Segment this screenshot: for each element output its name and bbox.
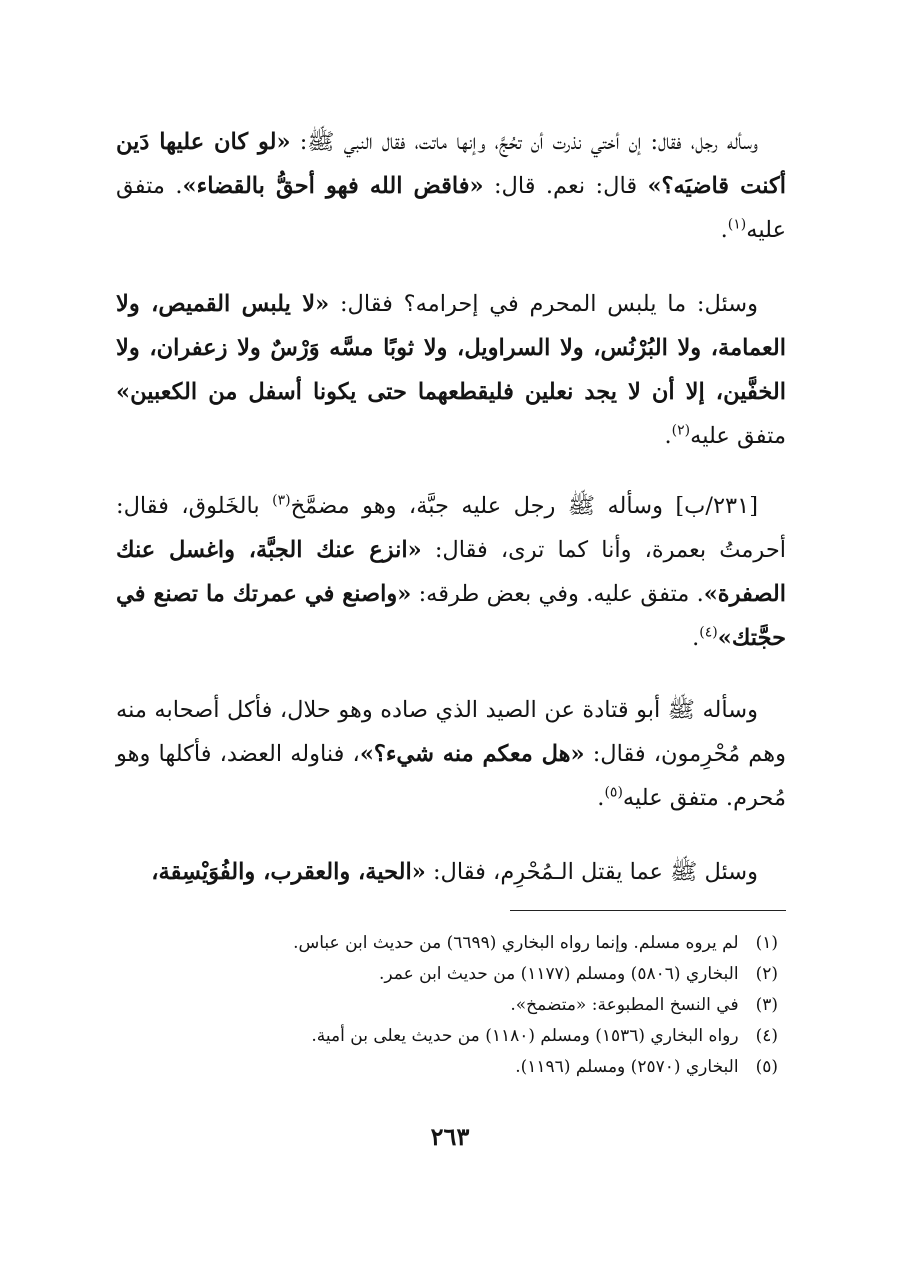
text-run: وسئل: ما يلبس المحرم في إحرامه؟ فقال: bbox=[329, 291, 758, 317]
footnote-ref: (٣) bbox=[272, 492, 291, 509]
text-run: قال: نعم. قال: bbox=[483, 173, 648, 199]
main-text bbox=[116, 120, 786, 926]
text-run: ، فناوله العضد، فأكلها وهو مُحرم. متفق عليه bbox=[116, 741, 786, 811]
text-run: . bbox=[692, 625, 700, 651]
hadith-quote: «انزع عنك الجبَّة، واغسل عنك الصفرة» bbox=[116, 537, 786, 607]
footnote-ref: (٥) bbox=[604, 784, 623, 801]
paragraph bbox=[116, 688, 786, 820]
text-run: وسأله رجل، فقال: إن أختي نذرت أن تحُجَّ، وإنها ماتت، فقال النبي ﷺ: bbox=[290, 129, 758, 155]
footnote-number: (٢) bbox=[755, 964, 778, 984]
text-run: متفق عليه bbox=[690, 423, 786, 449]
paragraph bbox=[116, 484, 786, 660]
paragraph bbox=[116, 282, 786, 458]
footnote-number: (٥) bbox=[755, 1057, 778, 1077]
text-run: . متفق عليه. وفي بعض طرقه: bbox=[411, 581, 704, 607]
footnote bbox=[118, 990, 778, 1021]
footnote-ref: (٢) bbox=[671, 422, 691, 439]
footnote-ref: (١) bbox=[727, 216, 747, 233]
footnote bbox=[118, 928, 778, 959]
text-run: وسأله ﷺ أبو قتادة عن الصيد الذي صاده وهو حلال، فأكل أصحابه منه وهم مُحْرِمون، فقال: bbox=[116, 697, 786, 767]
page-number: ٢٦٣ bbox=[430, 1122, 470, 1151]
footnote-text: رواه البخاري (١٥٣٦) ومسلم (١١٨٠) من حديث يعلى بن أمية. bbox=[311, 1026, 739, 1046]
footnote-ref: (٤) bbox=[699, 624, 718, 641]
footnote-text: البخاري (٢٥٧٠) ومسلم (١١٩٦). bbox=[515, 1057, 739, 1077]
footnote-divider bbox=[510, 910, 786, 911]
footnote-text: لم يروه مسلم. وإنما رواه البخاري (٦٦٩٩) من حديث ابن عباس. bbox=[293, 933, 739, 953]
hadith-quote: «لو كان عليها دَين أكنت قاضيَه؟» bbox=[116, 129, 786, 199]
text-run: . bbox=[720, 217, 728, 243]
footnote bbox=[118, 959, 778, 990]
hadith-quote: «الحية، والعقرب، والفُوَيْسِقة، bbox=[151, 859, 426, 885]
footnotes-list bbox=[118, 928, 778, 1083]
footnote-number: (٣) bbox=[755, 995, 778, 1015]
hadith-quote: «هل معكم منه شيء؟» bbox=[359, 741, 585, 767]
footnote-number: (١) bbox=[755, 933, 778, 953]
text-run: وسئل ﷺ عما يقتل الـمُحْرِم، فقال: bbox=[425, 859, 758, 885]
footnote-text: في النسخ المطبوعة: «متضمخ». bbox=[510, 995, 739, 1015]
hadith-quote: «لا يلبس القميص، ولا العمامة، ولا البُرْنُس، ولا السراويل، ولا ثوبًا مسَّه وَرْسٌ ولا زعفران، ولا الخفَّين، إلا أن لا يجد نعلين فليقطعهما حتى يكونا أسفل من الكعبين» bbox=[116, 291, 786, 405]
text-run: [٢٣١/ب] وسأله ﷺ رجل عليه جبَّة، وهو مضمَّخ bbox=[290, 493, 758, 519]
text-run: . bbox=[664, 423, 672, 449]
paragraph bbox=[116, 120, 786, 252]
footnote-text: البخاري (٥٨٠٦) ومسلم (١١٧٧) من حديث ابن عمر. bbox=[378, 964, 739, 984]
footnote-number: (٤) bbox=[755, 1026, 778, 1046]
text-run: . bbox=[597, 785, 605, 811]
hadith-quote: «فاقض الله فهو أحقُّ بالقضاء» bbox=[182, 173, 484, 199]
footnote bbox=[118, 1021, 778, 1052]
paragraph bbox=[116, 850, 786, 894]
text-run: . متفق عليه bbox=[116, 173, 786, 243]
hadith-quote: «واصنع في عمرتك ما تصنع في حجَّتك» bbox=[116, 581, 786, 651]
text-run: بالخَلوق، فقال: أحرمتُ بعمرة، وأنا كما ترى، فقال: bbox=[116, 493, 786, 563]
footnote bbox=[118, 1052, 778, 1083]
